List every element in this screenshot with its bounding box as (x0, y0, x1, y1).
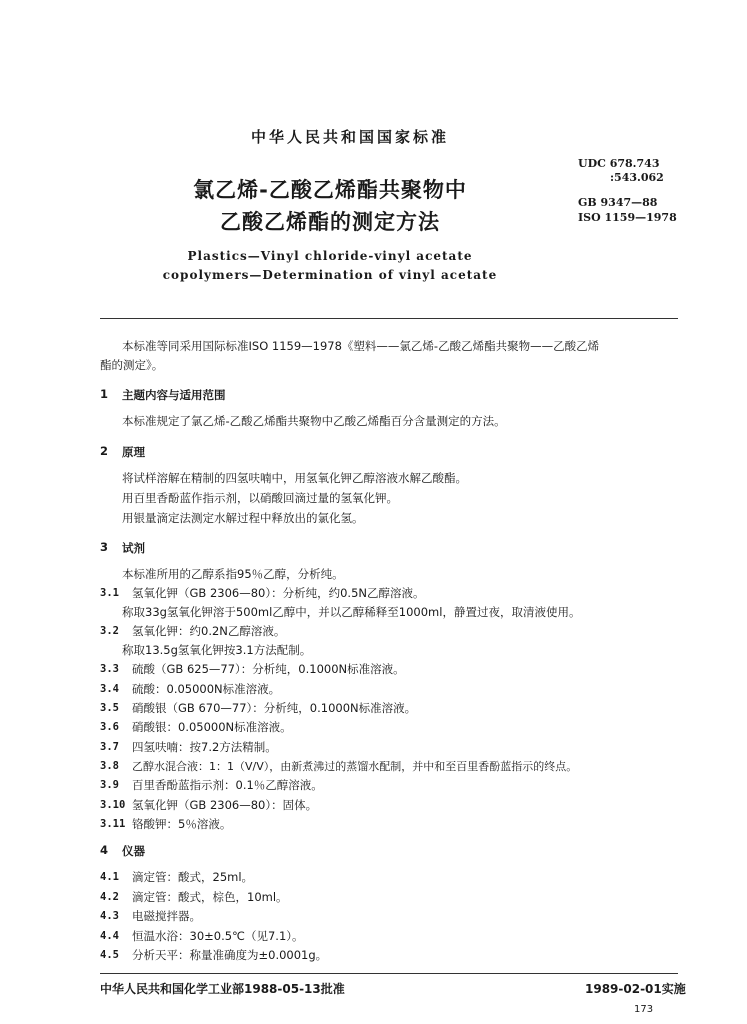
footer-divider (100, 973, 678, 974)
item-text: 滴定管：酸式，25ml。 (132, 870, 254, 884)
title-cn-line2: 乙酸乙烯酯的测定方法 (220, 210, 440, 234)
item-number: 3.9 (100, 779, 119, 791)
section-1-text: 本标准规定了氯乙烯-乙酸乙烯酯共聚物中乙酸乙烯酯百分含量测定的方法。 (122, 414, 506, 428)
item-number: 4.4 (100, 930, 119, 942)
item-text: 电磁搅拌器。 (132, 909, 201, 923)
top-divider (100, 318, 678, 319)
iso-code: ISO 1159—1978 (578, 211, 677, 224)
item-number: 3.7 (100, 741, 119, 753)
item-number: 4.2 (100, 891, 119, 903)
gb-code: GB 9347—88 (578, 196, 658, 209)
standard-header: 中华人民共和国国家标准 (250, 128, 449, 146)
item-number: 3.3 (100, 663, 119, 675)
section-2-number: 2 (100, 444, 109, 458)
item-text: 分析天平：称量准确度为±0.0001g。 (132, 948, 328, 962)
effective-date: 1989-02-01实施 (585, 982, 686, 996)
item-text: 硫酸：0.05000N标准溶液。 (132, 682, 281, 696)
section-3-title: 试剂 (122, 541, 145, 555)
item-text: 称取33g氢氧化钾溶于500ml乙醇中，并以乙醇稀释至1000ml，静置过夜，取清液使用。 (122, 605, 581, 619)
item-text: 铬酸钾：5％溶液。 (132, 817, 232, 831)
section-3-intro: 本标准所用的乙醇系指95％乙醇，分析纯。 (122, 567, 344, 581)
section-2-line: 将试样溶解在精制的四氢呋喃中，用氢氧化钾乙醇溶液水解乙酸酯。 (122, 471, 467, 485)
title-en-line2: copolymers—Determination of vinyl acetate (162, 268, 498, 282)
item-text: 乙醇水混合液：1：1（V/V），由新煮沸过的蒸馏水配制，并中和至百里香酚蓝指示的终点。 (132, 760, 578, 773)
page-number: 173 (634, 1004, 654, 1015)
item-number: 3.4 (100, 683, 119, 695)
item-text: 百里香酚蓝指示剂：0.1％乙醇溶液。 (132, 778, 323, 792)
approval-line: 中华人民共和国化学工业部1988-05-13批准 (100, 982, 345, 996)
item-number: 3.2 (100, 625, 119, 637)
section-3-number: 3 (100, 540, 109, 554)
item-number: 3.1 (100, 587, 119, 599)
item-number: 4.3 (100, 910, 119, 922)
item-text: 硝酸银（GB 670—77）：分析纯，0.1000N标准溶液。 (132, 701, 417, 715)
udc-code-cont: :543.062 (610, 171, 664, 184)
item-text: 恒温水浴：30±0.5℃（见7.1）。 (132, 929, 304, 943)
item-text: 滴定管：酸式，棕色，10ml。 (132, 890, 288, 904)
item-text: 氢氧化钾（GB 2306—80）：固体。 (132, 798, 318, 812)
item-number: 4.5 (100, 949, 119, 961)
item-number: 4.1 (100, 871, 119, 883)
section-1-title: 主题内容与适用范围 (122, 388, 226, 402)
section-4-number: 4 (100, 843, 109, 857)
section-1-number: 1 (100, 387, 109, 401)
item-text: 氢氧化钾：约0.2N乙醇溶液。 (132, 624, 286, 638)
udc-code: UDC 678.743 (578, 157, 660, 170)
intro-line2: 酯的测定》。 (100, 358, 164, 372)
title-en-line1: Plastics—Vinyl chloride-vinyl acetate (187, 249, 473, 263)
section-4-title: 仪器 (122, 844, 145, 858)
item-text: 硝酸银：0.05000N标准溶液。 (132, 720, 292, 734)
item-text: 称取13.5g氢氧化钾按3.1方法配制。 (122, 643, 312, 657)
item-number: 3.10 (100, 799, 126, 811)
section-2-line: 用百里香酚蓝作指示剂，以硝酸回滴过量的氢氧化钾。 (122, 491, 398, 505)
item-text: 氢氧化钾（GB 2306—80）：分析纯，约0.5N乙醇溶液。 (132, 586, 425, 600)
item-number: 3.6 (100, 721, 119, 733)
item-number: 3.11 (100, 818, 126, 830)
item-text: 四氢呋喃：按7.2方法精制。 (132, 740, 277, 754)
item-number: 3.5 (100, 702, 119, 714)
title-cn-line1: 氯乙烯-乙酸乙烯酯共聚物中 (193, 178, 467, 202)
section-2-title: 原理 (122, 445, 145, 459)
item-number: 3.8 (100, 760, 119, 772)
section-2-line: 用银量滴定法测定水解过程中释放出的氯化氢。 (122, 511, 364, 525)
item-text: 硫酸（GB 625—77）：分析纯，0.1000N标准溶液。 (132, 662, 405, 676)
intro-line1: 本标准等同采用国际标准ISO 1159—1978《塑料——氯乙烯-乙酸乙烯酯共聚物——乙酸乙烯 (122, 339, 600, 353)
